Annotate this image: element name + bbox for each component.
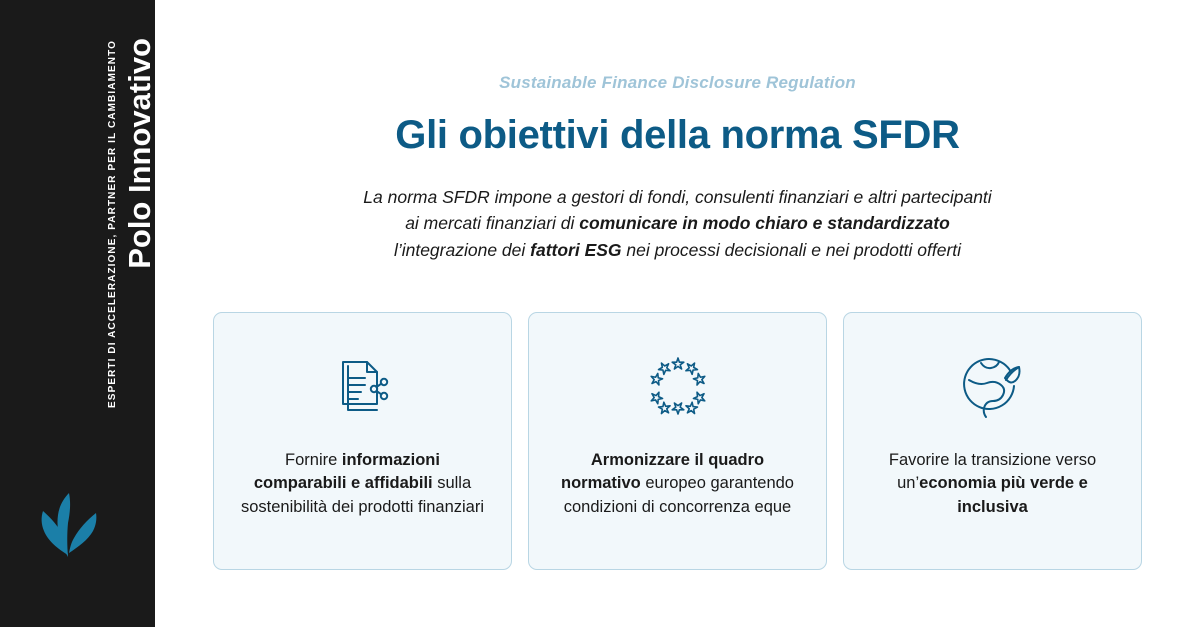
objective-card-1-text [238,449,487,519]
subtitle-line-3-bold: fattori ESG [530,239,622,260]
card3-part-1: economia più verde e inclusiva [919,474,1088,516]
objective-card-3-text [868,449,1117,519]
objective-card-1 [213,312,512,570]
objectives-card-group [213,312,1142,570]
card2-part-1: europeo garantendo condizioni di concorrenza eque [563,474,794,516]
objective-card-2 [528,312,827,570]
subtitle-line-3-pre: l’integrazione dei [393,239,531,260]
card1-part-1: informazioni comparabili e affidabili [253,451,440,493]
subtitle-line-2-bold: comunicare in modo chiaro e standardizzato [579,213,950,234]
globe-leaf-icon [956,349,1030,423]
subtitle-paragraph [283,184,1073,263]
card1-part-2: sulla sostenibilità dei prodotti finanziari [240,474,485,516]
eu-stars-circle-icon [641,349,715,423]
brand-tagline: ESPERTI DI ACCELERAZIONE, PARTNER PER IL CAMBIAMENTO [107,40,118,408]
card2-part-0: Armonizzare il quadro normativo [561,451,765,493]
card1-part-0: Fornire [285,451,342,469]
brand-sidebar [0,0,155,627]
brand-name: Polo Innovativo [122,38,157,269]
eyebrow-text: Sustainable Finance Disclosure Regulation [499,73,856,92]
subtitle-line-1: La norma SFDR impone a gestori di fondi, consulenti finanziari e altri partecipanti [363,187,992,207]
brand-vertical-block [0,0,155,470]
document-network-icon [326,349,400,423]
card3-part-0: Favorire la transizione verso un’ [888,451,1097,493]
page-title: Gli obiettivi della norma SFDR [395,113,960,157]
leaf-bird-logo-icon [38,487,100,559]
objective-card-2-text [553,449,802,519]
subtitle-line-3-post: nei processi decisionali e nei prodotti offerti [621,239,962,260]
subtitle-line-2-pre: ai mercati finanziari di [405,213,580,234]
objective-card-3 [843,312,1142,570]
main-content [155,0,1200,627]
